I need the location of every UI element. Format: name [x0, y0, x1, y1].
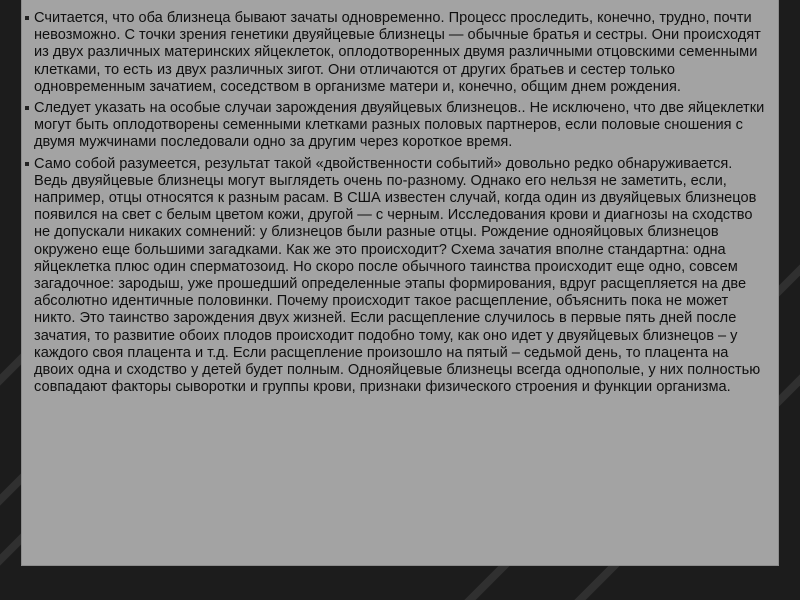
paragraph-1: Считается, что оба близнеца бывают зачаты одновременно. Процесс проследить, конечно, трудно, почти невозможно. С точки зрения генетики двуяйцевые близнецы — обычные братья и сестры. Они происходят из двух различных материнских яйцеклеток, оплодотворенных двумя различными отцовскими семенными клетками, то есть из двух различных зигот. Они отличаются от других братьев и сестер только одновременным зачатием, соседством в организме матери и, конечно, общим днем рождения. — [34, 10, 768, 96]
paragraph-2: Следует указать на особые случаи зарождения двуяйцевых близнецов.. Не исключено, что две яйцеклетки могут быть оплодотворены семенными клетками разных половых партнеров, если половые сношения с двумя мужчинами последовали одно за другим через короткое время. — [34, 100, 768, 152]
content-panel — [22, 0, 778, 565]
document-body — [34, 10, 768, 400]
paragraph-3: Само собой разумеется, результат такой «двойственности событий» довольно редко обнаруживается. Ведь двуяйцевые близнецы могут выглядеть очень по-разному. Однако его нельзя не заметить, если, например, отцы относятся к разным расам. В США известен случай, когда один из двуяйцевых близнецов появился на свет с белым цветом кожи, другой — с черным. Исследования крови и диагнозы на сходство не допускали никаких сомнений: у близнецов были разные отцы. Рождение однояйцовых близнецов окружено еще большими загадками. Как же это происходит? Схема зачатия вполне стандартна: одна яйцеклетка плюс один сперматозоид. Но скоро после обычного таинства происходит еще одно, совсем загадочное: зародыш, уже прошедший определенные этапы формирования, вдруг расщепляется на две абсолютно идентичные половинки. Почему происходит такое расщепление, объяснить пока не может никто. Это таинство зарождения двух жизней. Если расщепление случилось в первые пять дней после зачатия, то развитие обоих плодов происходит подобно тому, как оно идет у двуяйцевых близнецов – у каждого своя плацента и т.д. Если расщепление произошло на пятый – седьмой день, то плацента на двоих одна и сходство у детей будет полным. Однояйцевые близнецы всегда однополые, у них полностью совпадают факторы сыворотки и группы крови, признаки физического строения и функции организма. — [34, 156, 768, 397]
